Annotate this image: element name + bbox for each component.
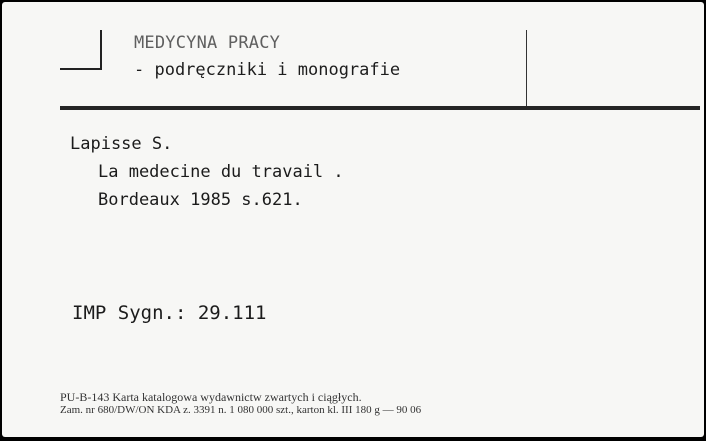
header-corner-bracket (60, 30, 102, 70)
catalog-card (2, 2, 704, 437)
shelf-signature: IMP Sygn.: 29.111 (72, 302, 267, 324)
card-form-caption: PU-B-143 Karta katalogowa wydawnictw zwartych i ciągłych. (60, 390, 362, 404)
subject-subheading: - podręczniki i monografie (134, 60, 401, 80)
author: Lapisse S. (70, 134, 173, 154)
publication-imprint: Bordeaux 1985 s.621. (98, 190, 303, 210)
header-divider (526, 30, 527, 106)
print-order-details: Zam. nr 680/DW/ON KDA z. 3391 n. 1 080 000 szt., karton kl. III 180 g — 90 06 (60, 404, 422, 416)
subject-heading: MEDYCYNA PRACY (134, 33, 281, 53)
work-title: La medecine du travail . (98, 162, 344, 182)
horizontal-rule (60, 106, 700, 110)
